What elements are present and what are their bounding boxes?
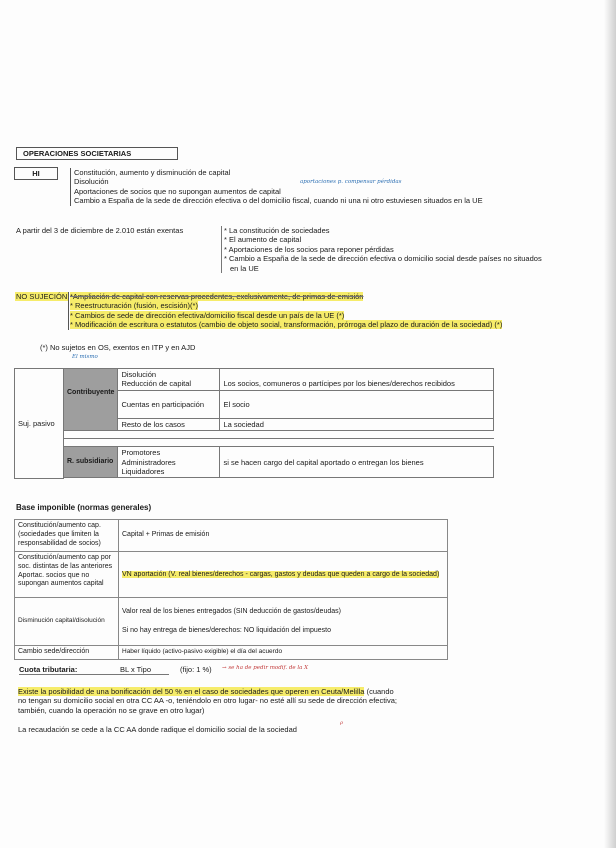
no-sujecion-label: NO SUJECIÓN bbox=[16, 292, 68, 301]
exentas-item: en la UE bbox=[230, 263, 259, 273]
base-row-right: Haber líquido (activo-pasivo exigible) el día del acuerdo bbox=[119, 646, 448, 660]
sp-row-left: Disolución Reducción de capital bbox=[118, 369, 220, 391]
sp-row-right: Los socios, comuneros o partícipes por los bienes/derechos recibidos bbox=[220, 369, 494, 391]
base-row-left: Constitución/aumento cap por soc. distintas de las anteriores Aportac. socios que no supongan aumentos capital bbox=[15, 552, 119, 598]
sujeto-pasivo-table bbox=[14, 368, 494, 479]
handwritten-note: El mismo bbox=[72, 354, 98, 360]
no-sujecion-item: * Reestructuración (fusión, escisión)(*) bbox=[70, 301, 198, 311]
recaudacion-text: La recaudación se cede a la CC AA donde radique el domicilio social de la sociedad bbox=[18, 725, 297, 734]
sp-row-right: La sociedad bbox=[220, 418, 494, 430]
no-sujecion-footnote: (*) No sujetos en OS, exentos en ITP y en AJD bbox=[40, 343, 196, 352]
hi-item: Constitución, aumento y disminución de capital bbox=[74, 168, 231, 177]
cuota-label: Cuota tributaria: bbox=[19, 665, 169, 675]
cuota-formula: BL x Tipo bbox=[120, 665, 151, 674]
contribuyente-label: Contribuyente bbox=[64, 369, 118, 431]
exentas-list bbox=[221, 226, 542, 273]
page-edge-shadow bbox=[604, 0, 616, 848]
no-sujecion-item: * Modificación de escritura o estatutos (cambio de objeto social, transformación, prórroga del plazo de duración de la sociedad) (*) bbox=[70, 320, 503, 330]
no-sujecion-item: * Cambios de sede de dirección efectiva/domicilio fiscal desde un país de la UE (*) bbox=[70, 310, 345, 320]
base-title: Base imponible (normas generales) bbox=[16, 503, 152, 512]
exentas-item: * El aumento de capital bbox=[224, 235, 302, 245]
hi-item: Disolución bbox=[74, 177, 109, 187]
sp-sub-left: Promotores Administradores Liquidadores bbox=[118, 447, 220, 478]
exentas-item: * Cambio a España de la sede de dirección efectiva o domicilio social desde países no situados bbox=[224, 254, 542, 264]
base-row-left: Disminución capital/disolución bbox=[15, 598, 119, 646]
sp-row-right: El socio bbox=[220, 390, 494, 418]
cuota-tipo: (fijo: 1 %) bbox=[180, 665, 212, 674]
handwritten-note: aportaciones p. compensar pérdidas bbox=[300, 179, 402, 185]
sp-sub-right: si se hacen cargo del capital aportado o entregan los bienes bbox=[220, 447, 494, 478]
handwritten-note: → se ha de pedir modif. de la X bbox=[222, 665, 309, 671]
bonificacion-highlight: Existe la posibilidad de una bonificación del 50 % en el caso de sociedades que operen en Ceuta/Melilla bbox=[18, 687, 365, 696]
base-row-left: Constitución/aumento cap. (sociedades que limiten la responsabilidad de socios) bbox=[15, 520, 119, 552]
exentas-item: * La constitución de sociedades bbox=[224, 226, 330, 235]
suj-pasivo-label: Suj. pasivo bbox=[15, 369, 64, 479]
bonificacion-paragraph: Existe la posibilidad de una bonificación del 50 % en el caso de sociedades que operen en Ceuta/Melilla (cuando no tengan su domicilio social en otra CC AA -o, teniéndolo en otro lugar- no esté allí su sede de dirección efectiva; también, cuando la operación no se grave en otro lugar) bbox=[18, 687, 397, 715]
exentas-intro: A partir del 3 de diciembre de 2.010 están exentas bbox=[16, 226, 184, 235]
hi-item: Aportaciones de socios que no supongan aumentos de capital bbox=[74, 186, 281, 196]
base-row-right: Valor real de los bienes entregados (SIN deducción de gastos/deudas) Si no hay entrega de bienes/derechos: NO liquidación del impuesto bbox=[119, 598, 448, 646]
base-row-right: Capital + Primas de emisión bbox=[119, 520, 448, 552]
base-row-right: VN aportación (V. real bienes/derechos - cargas, gastos y deudas que queden a cargo de la sociedad) bbox=[119, 552, 448, 598]
hi-item: Cambio a España de la sede de dirección efectiva o del domicilio fiscal, cuando ni una ni otro estuviesen situados en la UE bbox=[74, 196, 483, 206]
hi-list bbox=[70, 168, 594, 206]
exentas-item: * Aportaciones de los socios para reponer pérdidas bbox=[224, 244, 394, 254]
r-subsidiario-label: R. subsidiario bbox=[64, 447, 118, 478]
red-mark: ρ bbox=[340, 720, 343, 726]
base-row-left: Cambio sede/dirección bbox=[15, 646, 119, 660]
sp-row-left: Resto de los casos bbox=[118, 418, 220, 430]
page-title: OPERACIONES SOCIETARIAS bbox=[16, 147, 178, 160]
no-sujecion-list bbox=[68, 292, 502, 330]
base-imponible-table bbox=[14, 519, 448, 660]
hi-label: HI bbox=[14, 167, 58, 180]
sp-row-left: Cuentas en participación bbox=[118, 390, 220, 418]
no-sujecion-item: *Ampliación de capital con reservas procedentes, exclusivamente, de primas de emisión bbox=[70, 292, 364, 301]
